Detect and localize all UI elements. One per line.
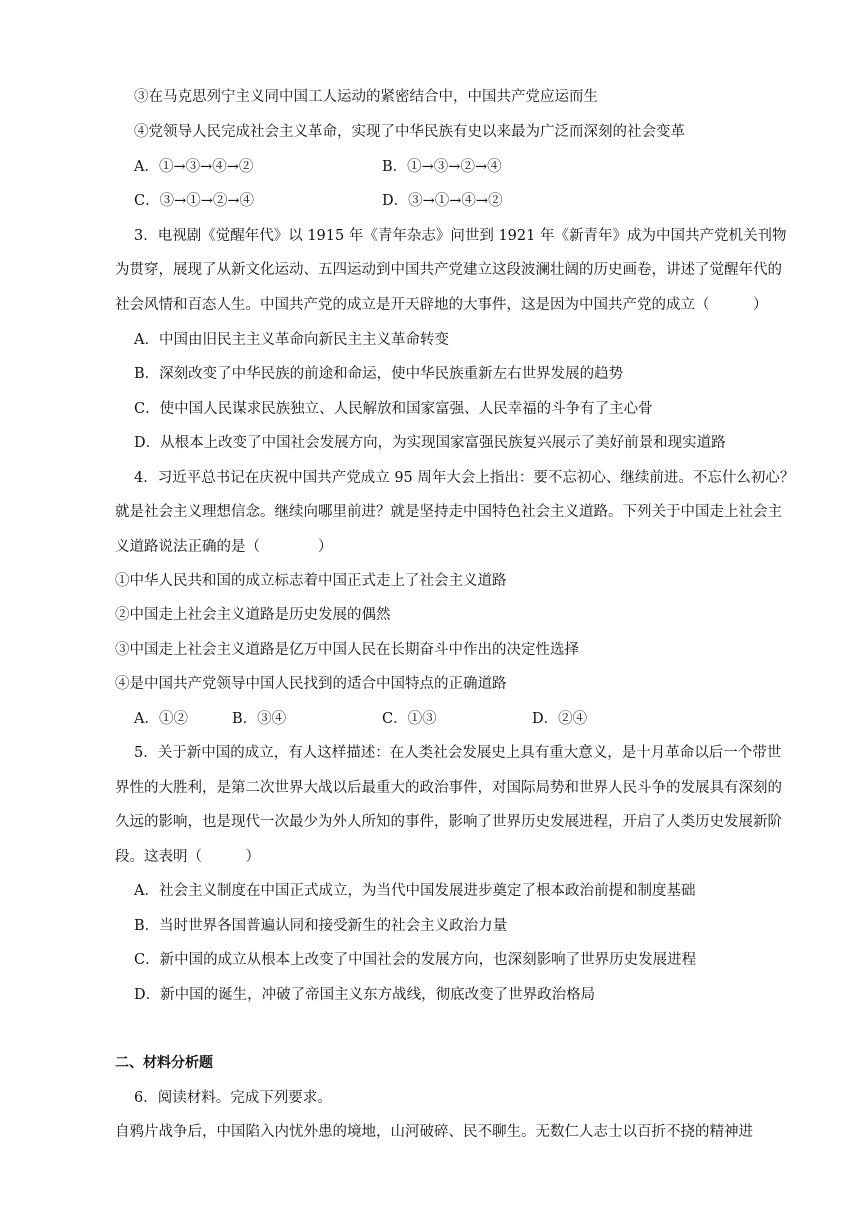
q4-item-2: ②中国走上社会主义道路是历史发展的偶然 (115, 607, 391, 623)
q5-stem-line-4: 段。这表明（ ） (115, 849, 260, 865)
q4-option-d: D．②④ (532, 711, 588, 727)
q3-option-c: C．使中国人民谋求民族独立、人民解放和国家富强、人民幸福的斗争有了主心骨 (134, 401, 653, 417)
q3-stem-line-3: 社会风情和百态人生。中国共产党的成立是开天辟地的大事件，这是因为中国共产党的成立（ ） (115, 297, 768, 313)
q6-material-line-1: 自鸦片战争后，中国陷入内忧外患的境地，山河破碎、民不聊生。无数仁人志士以百折不挠的精神进 (115, 1124, 753, 1140)
q3-option-a: A．中国由旧民主主义革命向新民主主义革命转变 (134, 332, 449, 348)
q2-option-a: A．①→③→④→② (134, 159, 254, 175)
q2-option-c: C．③→①→②→④ (134, 193, 255, 209)
q5-option-a: A．社会主义制度在中国正式成立，为当代中国发展进步奠定了根本政治前提和制度基础 (134, 883, 696, 899)
q4-item-3: ③中国走上社会主义道路是亿万中国人民在长期奋斗中作出的决定性选择 (115, 642, 579, 658)
q2-item-3: ③在马克思列宁主义同中国工人运动的紧密结合中，中国共产党应运而生 (134, 89, 598, 105)
q3-option-b: B．深刻改变了中华民族的前途和命运，使中华民族重新左右世界发展的趋势 (134, 366, 624, 382)
q4-option-a: A．①② (134, 711, 188, 727)
q3-option-d: D．从根本上改变了中国社会发展方向，为实现国家富强民族复兴展示了美好前景和现实道路 (134, 435, 726, 451)
q4-stem-line-3: 义道路说法正确的是（ ） (115, 539, 333, 555)
q3-stem-line-1: 3．电视剧《觉醒年代》以 1915 年《青年杂志》问世到 1921 年《新青年》成为中国共产党机关刊物 (134, 228, 787, 244)
q4-stem-line-1: 4．习近平总书记在庆祝中国共产党成立 95 周年大会上指出：要不忘初心、继续前进。不忘什么初心？ (134, 470, 795, 486)
q2-option-d: D．③→①→④→② (382, 193, 503, 209)
q6-stem-line-1: 6．阅读材料。完成下列要求。 (134, 1090, 332, 1106)
q4-option-c: C．①③ (382, 711, 437, 727)
q4-item-4: ④是中国共产党领导中国人民找到的适合中国特点的正确道路 (115, 676, 507, 692)
q4-option-b: B．③④ (232, 711, 287, 727)
q4-stem-line-2: 就是社会主义理想信念。继续向哪里前进？就是坚持走中国特色社会主义道路。下列关于中国走上社会主 (115, 504, 782, 520)
q5-option-b: B．当时世界各国普遍认同和接受新生的社会主义政治力量 (134, 918, 508, 934)
q3-stem-line-2: 为贯穿，展现了从新文化运动、五四运动到中国共产党建立这段波澜壮阔的历史画卷，讲述了觉醒年代的 (115, 262, 782, 278)
q2-option-b: B．①→③→②→④ (382, 159, 502, 175)
q5-option-d: D．新中国的诞生，冲破了帝国主义东方战线，彻底改变了世界政治格局 (134, 987, 596, 1003)
q5-option-c: C．新中国的成立从根本上改变了中国社会的发展方向，也深刻影响了世界历史发展进程 (134, 952, 697, 968)
q2-item-4: ④党领导人民完成社会主义革命，实现了中华民族有史以来最为广泛而深刻的社会变革 (134, 124, 685, 140)
q5-stem-line-1: 5．关于新中国的成立，有人这样描述：在人类社会发展史上具有重大意义，是十月革命以后一个带世 (134, 745, 782, 761)
q5-stem-line-3: 久远的影响，也是现代一次最少为外人所知的事件，影响了世界历史发展进程，开启了人类历史发展新阶 (115, 814, 782, 830)
section-heading: 二、材料分析题 (115, 1055, 213, 1071)
q4-item-1: ①中华人民共和国的成立标志着中国正式走上了社会主义道路 (115, 573, 507, 589)
q5-stem-line-2: 界性的大胜利，是第二次世界大战以后最重大的政治事件，对国际局势和世界人民斗争的发展具有深刻的 (115, 780, 782, 796)
